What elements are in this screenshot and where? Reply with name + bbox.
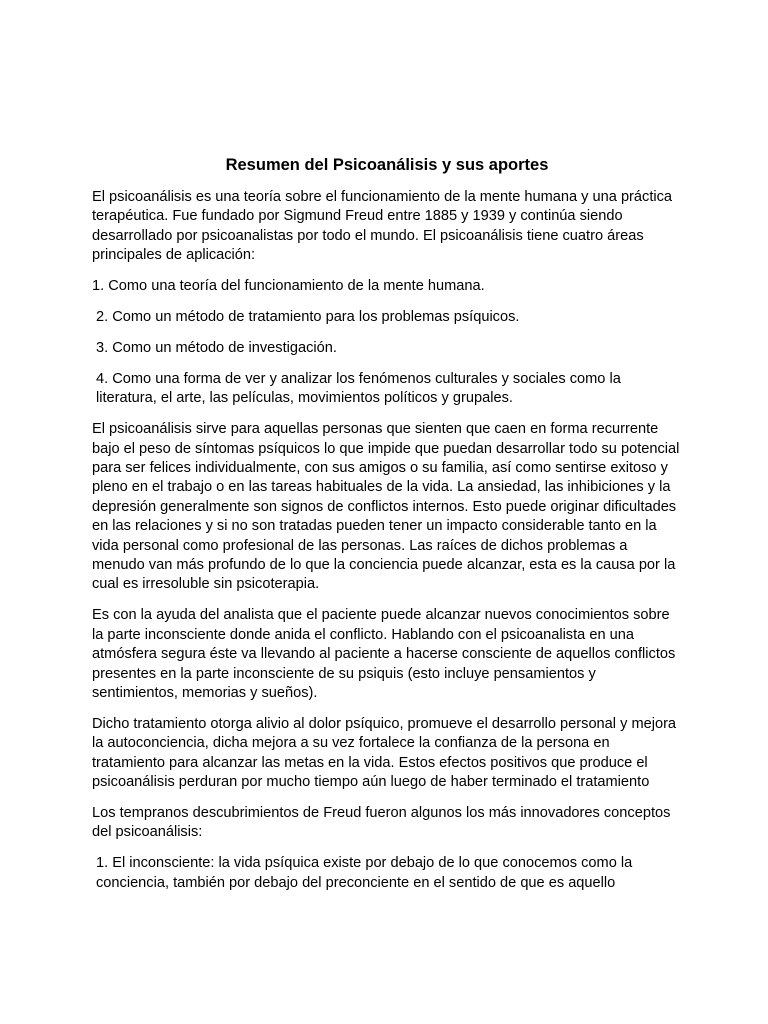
document-content: [92, 155, 682, 905]
paragraph-intro: El psicoanálisis es una teoría sobre el funcionamiento de la mente humana y una práctica terapéutica. Fue fundado por Sigmund Freud entre 1885 y 1939 y continúa siendo desarrollado por psicoanalistas por todo el mundo. El psicoanálisis tiene cuatro áreas principales de aplicación:: [92, 189, 673, 264]
paragraph-discoveries: Los tempranos descubrimientos de Freud fueron algunos los más innovadores conceptos del psicoanálisis:: [92, 804, 671, 841]
list-item-theory: 1. Como una teoría del funcionamiento de la mente humana.: [92, 278, 485, 295]
document-body: [92, 188, 682, 893]
list-item-unconscious: 1. El inconsciente: la vida psíquica existe por debajo de lo que conocemos como la conciencia, también por debajo del preconciente en el sentido de que es aquello: [96, 855, 633, 891]
list-item-treatment: 2. Como un método de tratamiento para los problemas psíquicos.: [96, 309, 520, 326]
paragraph-treatment-effects: Dicho tratamiento otorga alivio al dolor psíquico, promueve el desarrollo personal y mejora la autoconciencia, dicha mejora a su vez fortalece la confianza de la persona en tratamiento para alcanzar las metas en la vida. Estos efectos positivos que produce el psicoanálisis perduran por mucho tiempo aún luego de haber terminado el tratamiento: [92, 715, 677, 791]
list-item-research: 3. Como un método de investigación.: [96, 339, 337, 356]
paragraph-purpose: El psicoanálisis sirve para aquellas personas que sienten que caen en forma recurrente bajo el peso de síntomas psíquicos lo que impide que puedan desarrollar todo su potencial para ser felices individualmente, con sus amigos o su familia, así como sentirse exitoso y pleno en el trabajo o en las tareas habituales de la vida. La ansiedad, las inhibiciones y la depresión generalmente son signos de conflictos internos. Esto puede originar dificultades en las relaciones y si no son tratadas pueden tener un impacto considerable tanto en la vida personal como profesional de las personas. Las raíces de dichos problemas a menudo van más profundo de lo que la conciencia puede alcanzar, esta es la causa por la cual es irresoluble sin psicoterapia.: [92, 421, 680, 593]
paragraph-analyst: Es con la ayuda del analista que el paciente puede alcanzar nuevos conocimientos sobre la parte inconsciente donde anida el conflicto. Hablando con el psicoanalista en una atmósfera segura éste va llevando al paciente a hacerse consciente de aquellos conflictos presentes en la parte inconsciente de su psiquis (esto incluye pensamientos y sentimientos, memorias y sueños).: [92, 607, 676, 701]
document-title: Resumen del Psicoanálisis y sus aportes: [225, 156, 549, 174]
list-item-culture: 4. Como una forma de ver y analizar los fenómenos culturales y sociales como la literatura, el arte, las películas, movimientos políticos y grupales.: [96, 370, 621, 407]
